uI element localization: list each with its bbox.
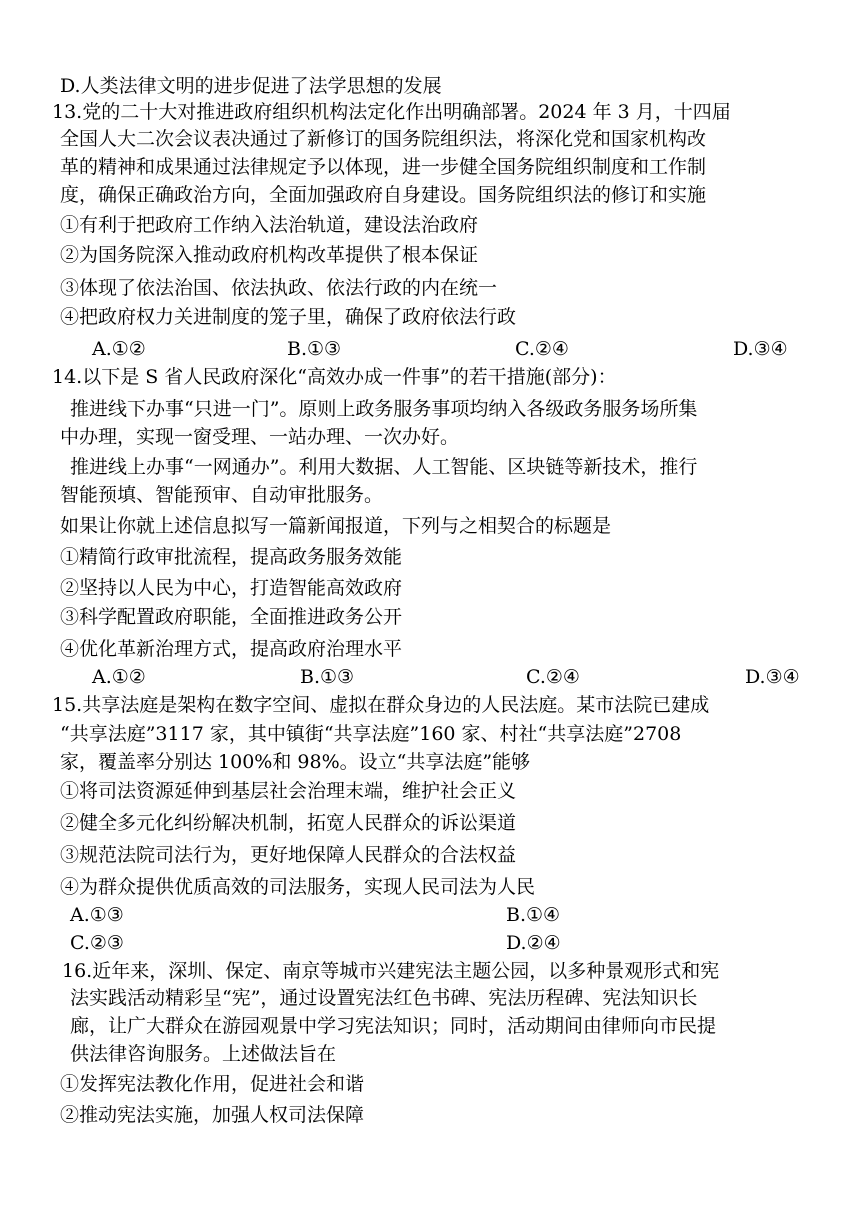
q13-stem-line-3: 革的精神和成果通过法律规定予以体现，进一步健全国务院组织制度和工作制 (60, 156, 707, 178)
q13-item-1: ①有利于把政府工作纳入法治轨道，建设法治政府 (60, 214, 479, 236)
q13-choice-d: D.③④ (733, 338, 788, 360)
q14-stem-line-6: 如果让你就上述信息拟写一篇新闻报道，下列与之相契合的标题是 (60, 515, 612, 537)
q15-choice-a: A.①③ (70, 904, 124, 926)
q15-item-2: ②健全多元化纠纷解决机制，拓宽人民群众的诉讼渠道 (60, 812, 517, 834)
q14-choice-c: C.②④ (526, 666, 580, 688)
q15-choice-d: D.②④ (506, 932, 561, 954)
q14-stem-line-5: 智能预填、智能预审、自动审批服务。 (60, 484, 384, 506)
q15-item-4: ④为群众提供优质高效的司法服务，实现人民司法为人民 (60, 876, 536, 898)
q15-item-1: ①将司法资源延伸到基层社会治理末端，维护社会正义 (60, 780, 517, 802)
q16-item-2: ②推动宪法实施，加强人权司法保障 (60, 1104, 365, 1126)
q15-choice-b: B.①④ (506, 904, 561, 926)
q16-stem-line-1: 16.近年来，深圳、保定、南京等城市兴建宪法主题公园，以多种景观形式和宪 (62, 960, 720, 982)
q14-stem-line-3: 中办理，实现一窗受理、一站办理、一次办好。 (60, 426, 460, 448)
q14-choice-b: B.①③ (300, 666, 355, 688)
q13-choice-a: A.①② (92, 338, 146, 360)
q14-item-1: ①精简行政审批流程，提高政务服务效能 (60, 546, 403, 568)
q12-option-d: D.人类法律文明的进步促进了法学思想的发展 (60, 75, 442, 97)
q16-stem-line-3: 廊，让广大群众在游园观景中学习宪法知识；同时，活动期间由律师向市民提 (70, 1015, 717, 1037)
q13-stem-line-2: 全国人大二次会议表决通过了新修订的国务院组织法，将深化党和国家机构改 (60, 128, 707, 150)
q13-choice-b: B.①③ (287, 338, 342, 360)
q15-stem-line-2: “共享法庭”3117 家，其中镇街“共享法庭”160 家、村社“共享法庭”2708 (60, 723, 682, 745)
q13-stem-line-4: 度，确保正确政治方向，全面加强政府自身建设。国务院组织法的修订和实施 (60, 184, 707, 206)
q15-stem-line-1: 15.共享法庭是架构在数字空间、虚拟在群众身边的人民法庭。某市法院已建成 (52, 694, 710, 716)
q14-choice-a: A.①② (92, 666, 146, 688)
q14-item-3: ③科学配置政府职能，全面推进政务公开 (60, 606, 403, 628)
q13-stem-line-1: 13.党的二十大对推进政府组织机构法定化作出明确部署。2024 年 3 月，十四届 (52, 101, 731, 123)
q14-stem-line-1: 14.以下是 S 省人民政府深化“高效办成一件事”的若干措施(部分)： (52, 366, 617, 388)
q13-item-2: ②为国务院深入推动政府机构改革提供了根本保证 (60, 244, 479, 266)
q13-choice-c: C.②④ (515, 338, 569, 360)
q13-item-3: ③体现了依法治国、依法执政、依法行政的内在统一 (60, 277, 498, 299)
q14-stem-line-4: 推进线上办事“一网通办”。利用大数据、人工智能、区块链等新技术，推行 (70, 456, 698, 478)
q14-item-2: ②坚持以人民为中心，打造智能高效政府 (60, 577, 403, 599)
q13-item-4: ④把政府权力关进制度的笼子里，确保了政府依法行政 (60, 306, 517, 328)
q14-stem-line-2: 推进线下办事“只进一门”。原则上政务服务事项均纳入各级政务服务场所集 (70, 398, 698, 420)
q16-stem-line-4: 供法律咨询服务。上述做法旨在 (70, 1043, 337, 1065)
q14-choice-d: D.③④ (745, 666, 800, 688)
q15-item-3: ③规范法院司法行为，更好地保障人民群众的合法权益 (60, 844, 517, 866)
q16-stem-line-2: 法实践活动精彩呈“宪”，通过设置宪法红色书碑、宪法历程碑、宪法知识长 (70, 987, 698, 1009)
q15-stem-line-3: 家，覆盖率分别达 100%和 98%。设立“共享法庭”能够 (60, 751, 531, 773)
q14-item-4: ④优化革新治理方式，提高政府治理水平 (60, 638, 403, 660)
q15-choice-c: C.②③ (70, 932, 124, 954)
q16-item-1: ①发挥宪法教化作用，促进社会和谐 (60, 1073, 365, 1095)
